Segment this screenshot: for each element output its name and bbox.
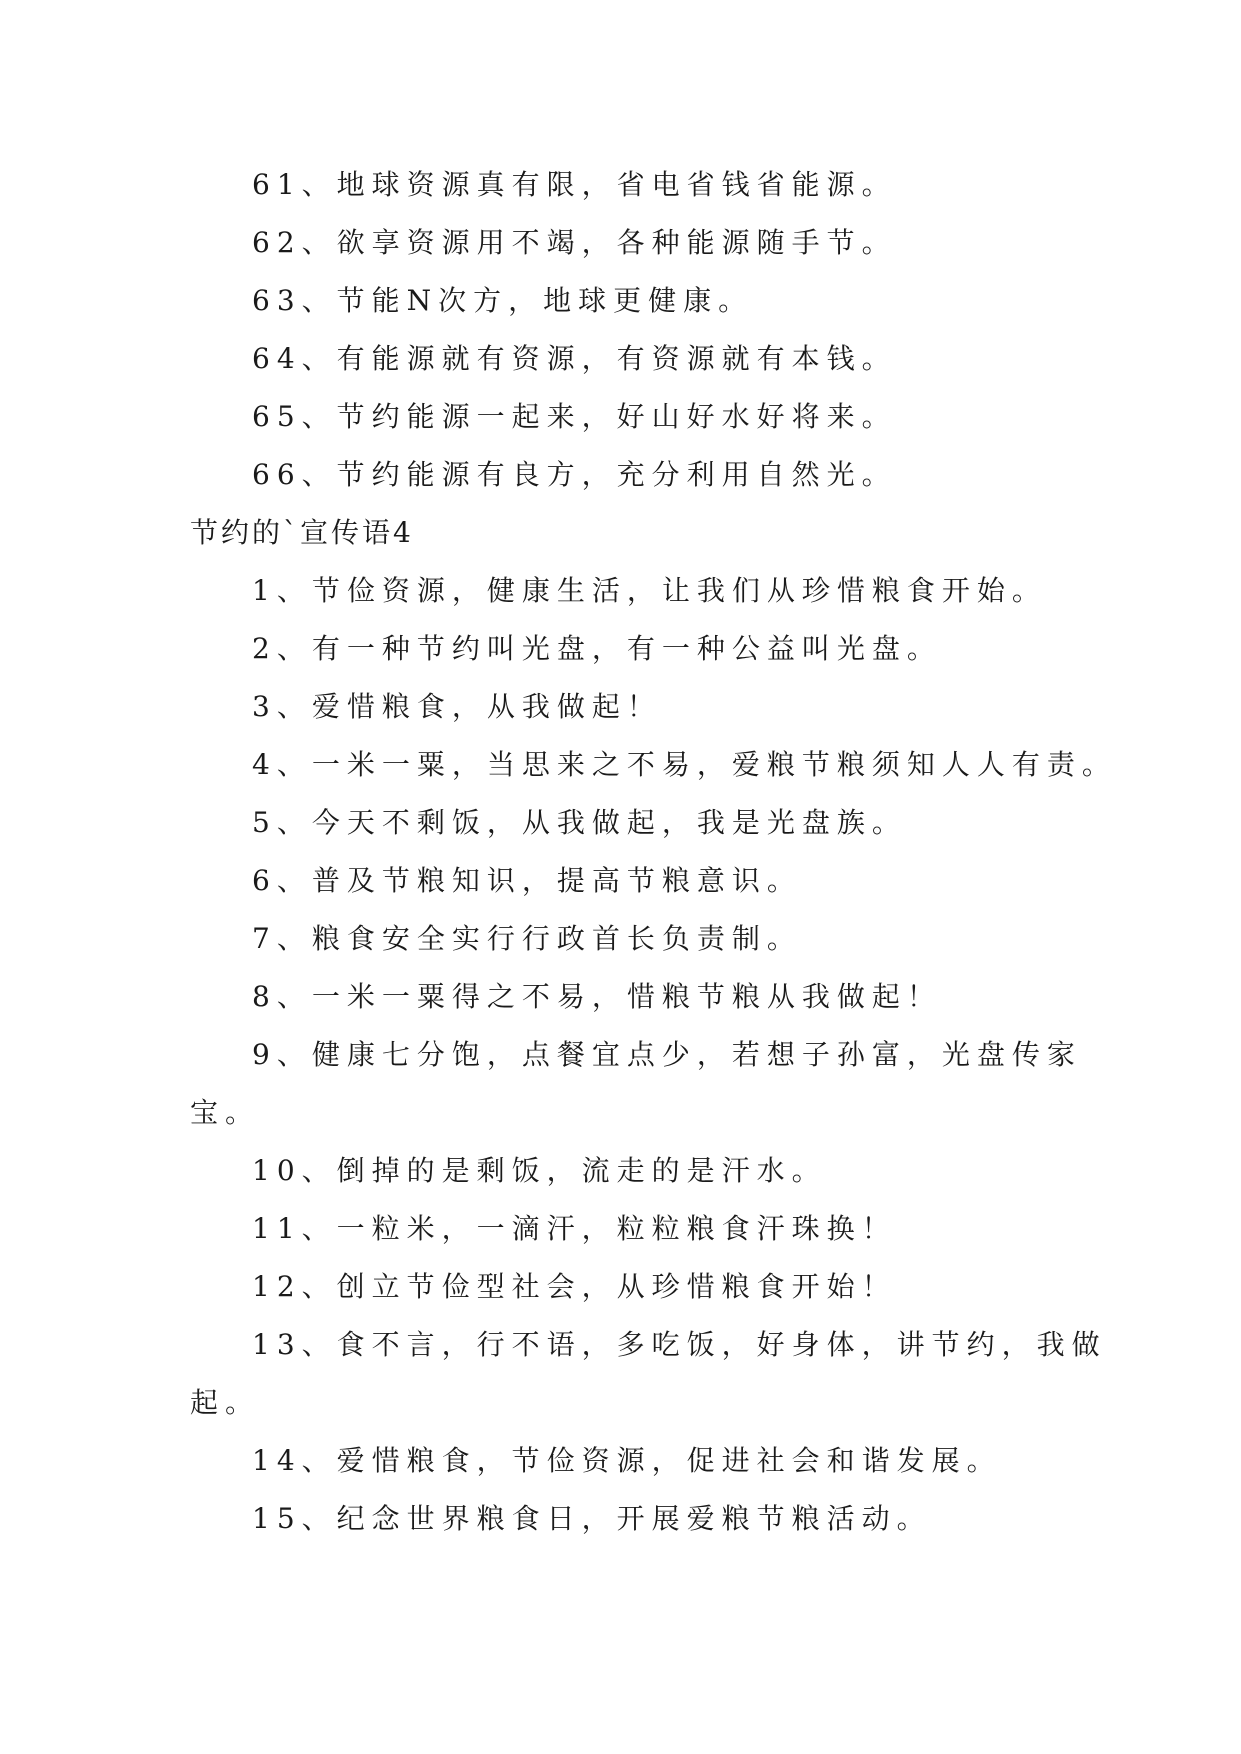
- slogan-line: 66、节约能源有良方，充分利用自然光。: [252, 458, 897, 491]
- section-heading: 节约的`宣传语4: [190, 516, 414, 549]
- slogan-line: 1、节俭资源，健康生活，让我们从珍惜粮食开始。: [252, 574, 1047, 607]
- slogan-line: 13、食不言，行不语，多吃饭，好身体，讲节约，我做: [252, 1328, 1107, 1361]
- slogan-line: 14、爱惜粮食，节俭资源，促进社会和谐发展。: [252, 1444, 1002, 1477]
- slogan-line: 15、纪念世界粮食日，开展爱粮节粮活动。: [252, 1502, 932, 1535]
- slogan-line: 61、地球资源真有限，省电省钱省能源。: [252, 168, 897, 201]
- slogan-line: 7、粮食安全实行行政首长负责制。: [252, 922, 802, 955]
- slogan-line-continuation: 起。: [190, 1386, 261, 1419]
- slogan-line: 11、一粒米，一滴汗，粒粒粮食汗珠换！: [252, 1212, 897, 1245]
- slogan-line-continuation: 宝。: [190, 1096, 261, 1129]
- slogan-line: 10、倒掉的是剩饭，流走的是汗水。: [252, 1154, 827, 1187]
- slogan-line: 12、创立节俭型社会，从珍惜粮食开始！: [252, 1270, 897, 1303]
- slogan-line: 3、爱惜粮食，从我做起！: [252, 690, 662, 723]
- slogan-line: 2、有一种节约叫光盘，有一种公益叫光盘。: [252, 632, 942, 665]
- slogan-line: 62、欲享资源用不竭，各种能源随手节。: [252, 226, 897, 259]
- slogan-line: 4、一米一粟，当思来之不易，爱粮节粮须知人人有责。: [252, 748, 1117, 781]
- slogan-line: 64、有能源就有资源，有资源就有本钱。: [252, 342, 897, 375]
- slogan-line: 65、节约能源一起来，好山好水好将来。: [252, 400, 897, 433]
- slogan-line: 5、今天不剩饭，从我做起，我是光盘族。: [252, 806, 907, 839]
- slogan-line: 6、普及节粮知识，提高节粮意识。: [252, 864, 802, 897]
- slogan-line: 9、健康七分饱，点餐宜点少，若想子孙富，光盘传家: [252, 1038, 1082, 1071]
- slogan-line: 63、节能N次方，地球更健康。: [252, 284, 754, 317]
- slogan-line: 8、一米一粟得之不易，惜粮节粮从我做起！: [252, 980, 942, 1013]
